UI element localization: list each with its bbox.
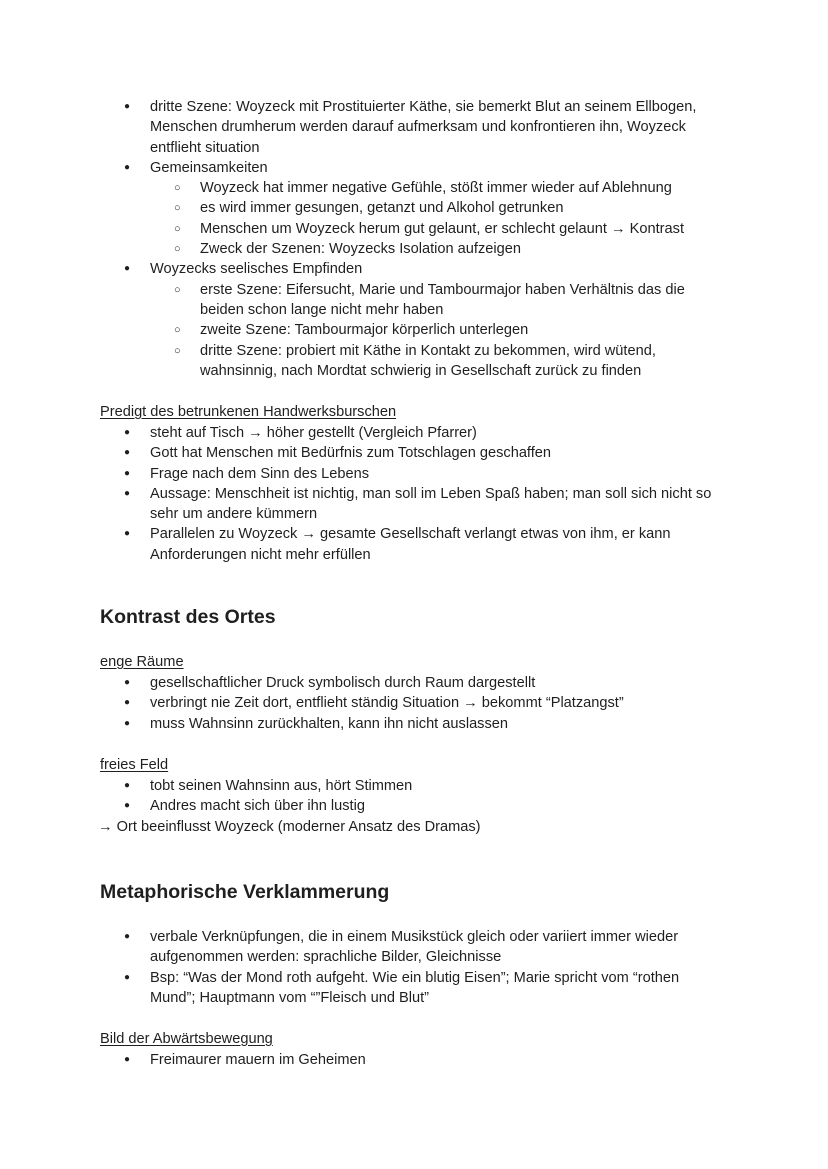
enge-raeume-heading: enge Räume bbox=[100, 654, 184, 670]
list-item bbox=[100, 158, 728, 259]
sub-list-item: ○ zweite Szene: Tambourmajor körperlich unterlegen bbox=[100, 320, 728, 340]
abwaertsbewegung-heading: Bild der Abwärtsbewegung bbox=[100, 1031, 273, 1047]
list-item: ● Aussage: Menschheit ist nichtig, man soll im Leben Spaß haben; man soll sich nicht so sehr um andere kümmern bbox=[100, 484, 728, 525]
sub-list-item: ○ es wird immer gesungen, getanzt und Alkohol getrunken bbox=[100, 198, 728, 218]
sub-list-item: ○ dritte Szene: probiert mit Käthe in Kontakt zu bekommen, wird wütend, wahnsinnig, nach Mordtat schwierig in Gesellschaft zurück zu finden bbox=[100, 341, 728, 382]
list-item-label: Gemeinsamkeiten bbox=[150, 159, 268, 176]
sub-list bbox=[150, 280, 728, 381]
sub-list-item: ○ Woyzeck hat immer negative Gefühle, stößt immer wieder auf Ablehnung bbox=[100, 178, 728, 198]
sub-list-item: ○ Zweck der Szenen: Woyzecks Isolation aufzeigen bbox=[100, 239, 728, 259]
list-item: ● gesellschaftlicher Druck symbolisch durch Raum dargestellt bbox=[100, 673, 728, 693]
metaphorisch-list bbox=[100, 927, 728, 1008]
list-item: ● Frage nach dem Sinn des Lebens bbox=[100, 464, 728, 484]
list-item: ● steht auf Tisch → höher gestellt (Vergleich Pfarrer) bbox=[100, 423, 728, 443]
freies-feld-list bbox=[100, 776, 728, 817]
list-item bbox=[100, 259, 728, 381]
list-item-label: Woyzecks seelisches Empfinden bbox=[150, 261, 363, 278]
list-item: ● Gott hat Menschen mit Bedürfnis zum Totschlagen geschaffen bbox=[100, 443, 728, 463]
enge-raeume-list bbox=[100, 673, 728, 734]
list-item: ● muss Wahnsinn zurückhalten, kann ihn nicht auslassen bbox=[100, 714, 728, 734]
list-item: ● Freimaurer mauern im Geheimen bbox=[100, 1050, 728, 1070]
list-item: ● tobt seinen Wahnsinn aus, hört Stimmen bbox=[100, 776, 728, 796]
list-item: ● Bsp: “Was der Mond roth aufgeht. Wie ein blutig Eisen”; Marie spricht vom “rothen Mund”; Hauptmann vom “”Fleisch und Blut” bbox=[100, 968, 728, 1009]
list-item: ● verbringt nie Zeit dort, entflieht ständig Situation → bekommt “Platzangst” bbox=[100, 693, 728, 713]
list-item: ● verbale Verknüpfungen, die in einem Musikstück gleich oder variiert immer wieder aufgenommen werden: sprachliche Bilder, Gleichnisse bbox=[100, 927, 728, 968]
sub-list-item: ○ Menschen um Woyzeck herum gut gelaunt, er schlecht gelaunt → Kontrast bbox=[100, 219, 728, 239]
abwaertsbewegung-list bbox=[100, 1050, 728, 1070]
scene-analysis-list bbox=[100, 97, 728, 381]
predigt-heading: Predigt des betrunkenen Handwerksburschen bbox=[100, 404, 397, 420]
list-item: ● dritte Szene: Woyzeck mit Prostituierter Käthe, sie bemerkt Blut an seinem Ellbogen, Menschen drumherum werden darauf aufmerksam und konfrontieren ihn, Woyzeck entflieht situation bbox=[100, 97, 728, 158]
metaphorisch-title: Metaphorische Verklammerung bbox=[100, 881, 390, 903]
sub-list-item: ○ erste Szene: Eifersucht, Marie und Tambourmajor haben Verhältnis das die beiden schon lange nicht mehr haben bbox=[100, 280, 728, 321]
predigt-list bbox=[100, 423, 728, 565]
list-item: ● Parallelen zu Woyzeck → gesamte Gesellschaft verlangt etwas von ihm, er kann Anforderungen nicht mehr erfüllen bbox=[100, 524, 728, 565]
ort-conclusion: → Ort beeinflusst Woyzeck (moderner Ansatz des Dramas) bbox=[98, 819, 481, 835]
kontrast-title: Kontrast des Ortes bbox=[100, 606, 276, 628]
sub-list bbox=[150, 178, 728, 259]
freies-feld-heading: freies Feld bbox=[100, 757, 169, 773]
list-item: ● Andres macht sich über ihn lustig bbox=[100, 796, 728, 816]
